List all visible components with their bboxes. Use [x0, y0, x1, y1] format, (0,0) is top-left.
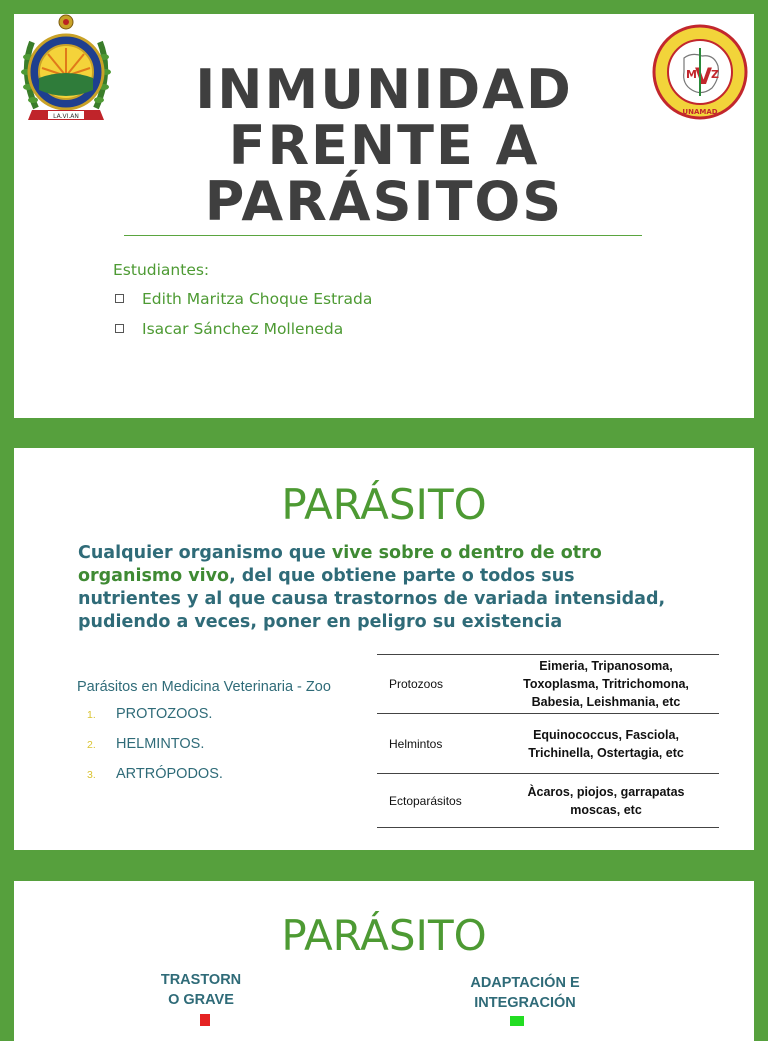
example-line: Trichinella, Ostertagia, etc [528, 745, 684, 760]
square-bullet-icon [115, 324, 124, 333]
svg-text:M: M [686, 68, 697, 81]
type-label: HELMINTOS. [116, 736, 205, 752]
list-number: 3. [87, 769, 96, 781]
type-label: PROTOZOOS. [116, 706, 213, 722]
slide-title: PARÁSITO [281, 911, 487, 960]
table-examples [493, 655, 719, 714]
list-item [87, 736, 223, 766]
relationship-slide [14, 881, 754, 1041]
title-line: INMUNIDAD [195, 58, 573, 121]
example-line: Toxoplasma, Tritrichomona, [523, 677, 689, 691]
list-item [87, 766, 223, 796]
table-row [377, 714, 719, 774]
definition-text: Cualquier organismo que [78, 543, 332, 563]
svg-text:Z: Z [711, 68, 719, 81]
title-line: FRENTE A [228, 114, 540, 177]
example-line: moscas, etc [570, 802, 642, 817]
table-examples [493, 714, 719, 774]
square-bullet-icon [115, 294, 124, 303]
list-item [113, 318, 372, 348]
table-examples [493, 774, 719, 828]
example-line: Babesia, Leishmania, etc [531, 695, 681, 709]
label-line: O GRAVE [168, 992, 234, 1008]
list-number: 2. [87, 739, 96, 751]
label-line: INTEGRACIÓN [474, 995, 576, 1011]
example-line: Àcaros, piojos, garrapatas [527, 784, 685, 799]
student-name: Isacar Sánchez Molleneda [142, 320, 344, 338]
title-slide [14, 14, 754, 418]
definition-highlight: vive sobre o dentro de otro organismo vivo [78, 543, 602, 586]
title-divider [124, 235, 642, 236]
severe-disorder-label [146, 970, 256, 1010]
definition-slide [14, 448, 754, 850]
title-line: PARÁSITOS [204, 170, 564, 233]
example-line: Equinococcus, Fasciola, [533, 727, 679, 742]
table-row [377, 774, 719, 828]
parasite-definition [78, 542, 678, 634]
green-indicator-bar [510, 1016, 524, 1026]
section-subtitle: Parásitos en Medicina Veterinaria - Zoo [77, 679, 331, 695]
svg-text:UNAMAD: UNAMAD [682, 108, 718, 116]
parasite-types-list [87, 706, 223, 796]
slide-title: PARÁSITO [281, 480, 487, 529]
adaptation-label [450, 973, 600, 1013]
student-list [113, 288, 372, 348]
table-category: Helmintos [389, 736, 443, 751]
definition-text: , del que obtiene parte o todos sus nutrientes y al que causa trastornos de variada intensidad, pudiendo a veces, poner en peligro su existencia [78, 566, 666, 632]
example-line: Eimeria, Tripanosoma, [539, 659, 673, 673]
list-item [87, 706, 223, 736]
university-seal-icon [18, 14, 114, 134]
list-number: 1. [87, 709, 96, 721]
type-label: ARTRÓPODOS. [116, 766, 223, 782]
presentation-title [154, 58, 614, 233]
table-category: Protozoos [389, 677, 444, 691]
label-line: ADAPTACIÓN E [470, 975, 580, 991]
student-name: Edith Maritza Choque Estrada [142, 290, 373, 308]
red-indicator-bar [200, 1014, 210, 1026]
label-line: TRASTORN [160, 972, 242, 988]
parasite-examples-table [377, 654, 719, 828]
table-row [377, 655, 719, 714]
table-category: Ectoparásitos [389, 793, 462, 808]
mvz-faculty-seal-icon [648, 18, 748, 128]
list-item [113, 288, 372, 318]
svg-text:V: V [695, 65, 713, 90]
svg-text:LA.VI.AN: LA.VI.AN [53, 113, 79, 120]
students-label: Estudiantes: [113, 261, 210, 279]
